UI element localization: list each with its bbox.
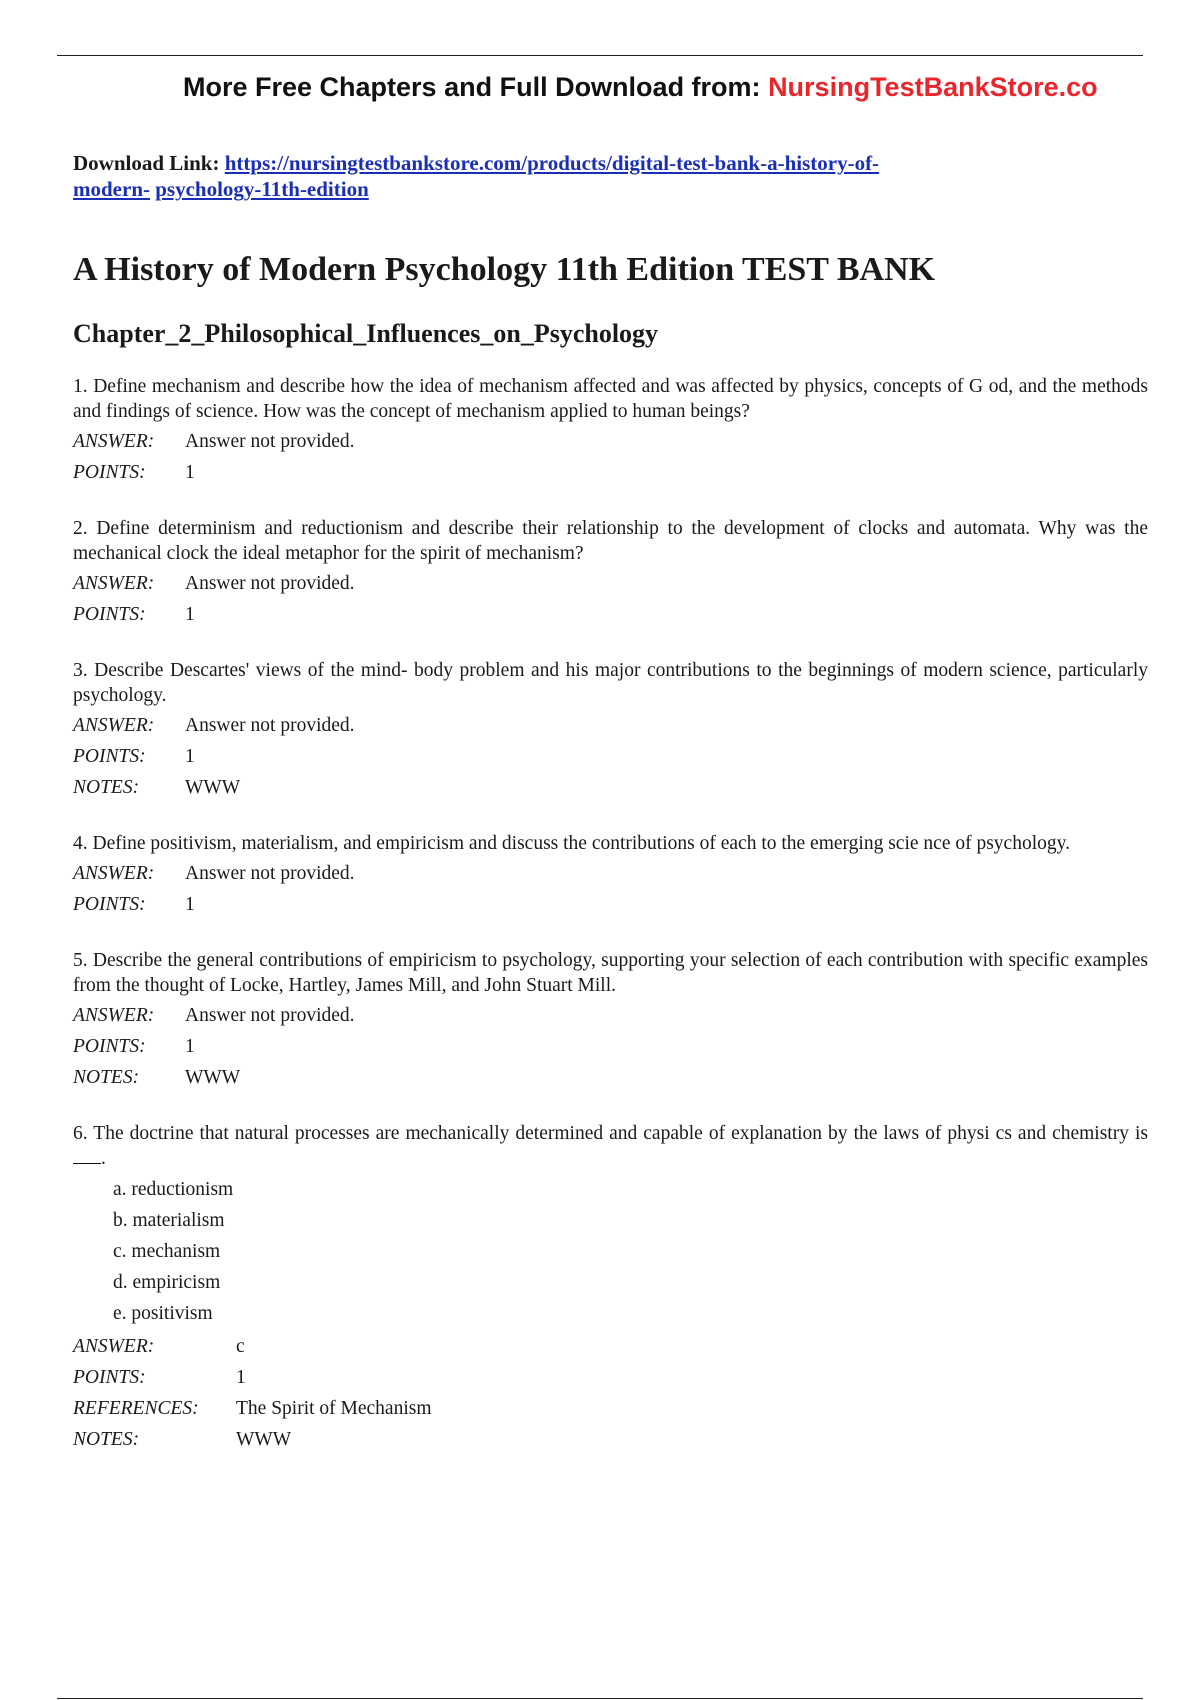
points-row xyxy=(73,744,1148,770)
points-value: 1 xyxy=(185,746,195,767)
answer-label: ANSWER: xyxy=(73,1005,155,1026)
answer-options xyxy=(113,1174,1148,1329)
points-label: POINTS: xyxy=(73,746,146,767)
references-label: REFERENCES: xyxy=(73,1398,199,1419)
answer-row xyxy=(73,571,1148,597)
notes-value: WWW xyxy=(236,1429,292,1450)
download-link[interactable]: https://nursingtestbankstore.com/products/digital-test-bank-a-history-of- xyxy=(224,151,880,175)
answer-value: Answer not provided. xyxy=(185,431,355,452)
option-d: d. empiricism xyxy=(113,1272,221,1293)
question-list xyxy=(73,374,1148,1475)
download-link-cont-2[interactable]: psychology-11th-edition xyxy=(155,177,369,201)
option-c: c. mechanism xyxy=(113,1241,221,1262)
notes-label: NOTES: xyxy=(73,1429,140,1450)
answer-label: ANSWER: xyxy=(73,573,155,594)
banner-text: More Free Chapters and Full Download from: xyxy=(183,72,761,102)
option-a: a. reductionism xyxy=(113,1179,234,1200)
question-stem-text: 6. The doctrine that natural processes are mechanically determined and capable of explanation by the laws of physi cs and chemistry is xyxy=(73,1123,1148,1144)
points-row xyxy=(73,460,1148,486)
fill-in-blank xyxy=(73,1149,101,1164)
points-row xyxy=(73,892,1148,918)
answer-label: ANSWER: xyxy=(73,431,155,452)
question-stem: 4. Define positivism, materialism, and empiricism and discuss the contributions of each to the emerging scie nce of psychology. xyxy=(73,833,1070,854)
notes-row xyxy=(73,1065,1148,1091)
question-5 xyxy=(73,948,1148,1091)
document-title: A History of Modern Psychology 11th Edition TEST BANK xyxy=(73,251,936,288)
answer-label: ANSWER: xyxy=(73,715,155,736)
answer-value: Answer not provided. xyxy=(185,573,355,594)
promo-banner xyxy=(183,72,1163,103)
answer-value: Answer not provided. xyxy=(185,715,355,736)
answer-row xyxy=(73,713,1148,739)
option-b: b. materialism xyxy=(113,1210,225,1231)
notes-label: NOTES: xyxy=(73,777,140,798)
answer-value: c xyxy=(236,1336,245,1357)
points-label: POINTS: xyxy=(73,1367,146,1388)
question-stem: 6. The doctrine that natural processes are mechanically determined and capable of explanation by the laws of physi cs and chemistry is . xyxy=(73,1123,1148,1169)
question-3 xyxy=(73,658,1148,801)
download-label: Download Link: xyxy=(73,151,220,175)
notes-value: WWW xyxy=(185,1067,241,1088)
points-value: 1 xyxy=(185,1036,195,1057)
question-stem: 1. Define mechanism and describe how the idea of mechanism affected and was affected by physics, concepts of G od, and the methods and findings of science. How was the concept of mechanism applied to human beings? xyxy=(73,376,1148,422)
answer-value: Answer not provided. xyxy=(185,863,355,884)
answer-row xyxy=(73,1003,1148,1029)
download-link-cont-1[interactable]: modern- xyxy=(73,177,150,201)
points-label: POINTS: xyxy=(73,894,146,915)
answer-row xyxy=(73,1334,1148,1360)
chapter-heading: Chapter_2_Philosophical_Influences_on_Psychology xyxy=(73,319,659,348)
question-stem: 5. Describe the general contributions of empiricism to psychology, supporting your selection of each contribution with specific examples from the thought of Locke, Hartley, James Mill, and John Stuart Mill. xyxy=(73,950,1148,996)
option-e: e. positivism xyxy=(113,1303,213,1324)
points-row xyxy=(73,1365,1148,1391)
answer-value: Answer not provided. xyxy=(185,1005,355,1026)
question-2 xyxy=(73,516,1148,628)
answer-row xyxy=(73,861,1148,887)
points-row xyxy=(73,1034,1148,1060)
points-label: POINTS: xyxy=(73,462,146,483)
references-row xyxy=(73,1396,1148,1422)
banner-site-name[interactable]: NursingTestBankStore.co xyxy=(768,72,1098,102)
question-1 xyxy=(73,374,1148,486)
notes-row xyxy=(73,775,1148,801)
points-value: 1 xyxy=(185,604,195,625)
notes-value: WWW xyxy=(185,777,241,798)
question-4 xyxy=(73,831,1148,918)
points-label: POINTS: xyxy=(73,1036,146,1057)
notes-row xyxy=(73,1427,1148,1453)
answer-label: ANSWER: xyxy=(73,863,155,884)
notes-label: NOTES: xyxy=(73,1067,140,1088)
question-stem: 3. Describe Descartes' views of the mind- body problem and his major contributions to the beginnings of modern science, particularly psychology. xyxy=(73,660,1148,706)
question-stem: 2. Define determinism and reductionism and describe their relationship to the development of clocks and automata. Why was the mechanical clock the ideal metaphor for the spirit of mechanism? xyxy=(73,518,1148,564)
answer-label: ANSWER: xyxy=(73,1336,155,1357)
references-value: The Spirit of Mechanism xyxy=(236,1398,432,1419)
answer-row xyxy=(73,429,1148,455)
top-rule xyxy=(57,55,1143,56)
points-value: 1 xyxy=(236,1367,246,1388)
points-label: POINTS: xyxy=(73,604,146,625)
bottom-rule xyxy=(57,1698,1143,1699)
download-link-block xyxy=(73,150,1143,202)
points-value: 1 xyxy=(185,462,195,483)
question-6 xyxy=(73,1121,1148,1453)
points-row xyxy=(73,602,1148,628)
points-value: 1 xyxy=(185,894,195,915)
